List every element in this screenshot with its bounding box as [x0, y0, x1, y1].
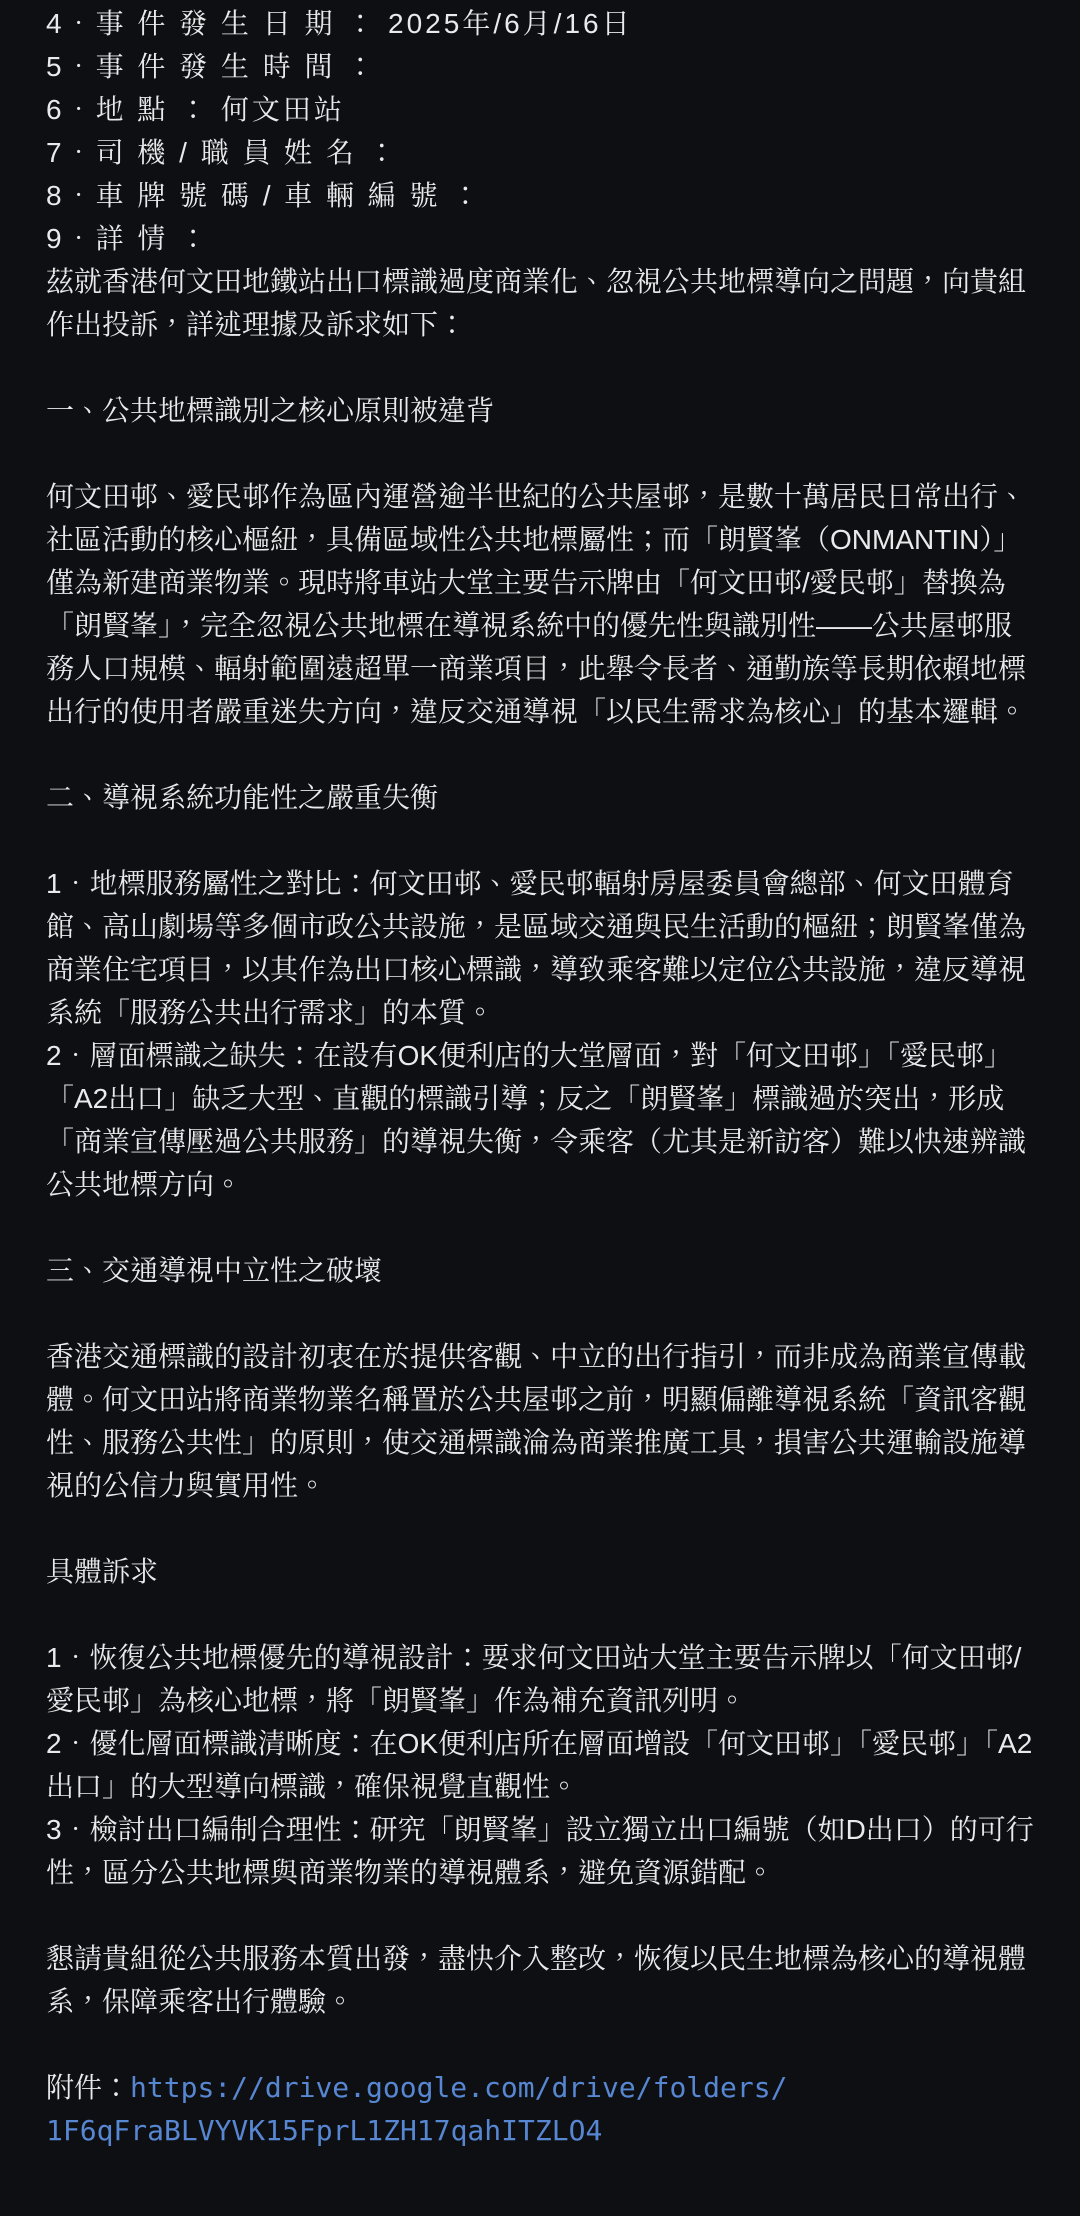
section-2-heading: 二、導視系統功能性之嚴重失衡	[46, 782, 439, 813]
form-field-incident-time: 5．事 件 發 生 時 間 ：	[46, 51, 378, 82]
demand-item-3: 3．檢討出口編制合理性：研究「朗賢峯」設立獨立出口編號（如D出口）的可行性，區分公共地標與商業物業的導視體系，避免資源錯配。	[46, 1814, 1034, 1888]
section-3-heading: 三、交通導視中立性之破壞	[46, 1255, 383, 1286]
demands-list	[46, 1636, 1034, 1894]
form-field-details-label: 9．詳 情 ：	[46, 223, 211, 254]
demands-heading: 具體訴求	[46, 1556, 159, 1587]
form-field-staff-name: 7．司 機 / 職 員 姓 名 ：	[46, 137, 399, 168]
demand-item-2: 2．優化層面標識清晰度：在OK便利店所在層面增設「何文田邨」「愛民邨」「A2出口」的大型導向標識，確保視覺直觀性。	[46, 1728, 1033, 1802]
section-3-paragraph: 香港交通標識的設計初衷在於提供客觀、中立的出行指引，而非成為商業宣傳載體。何文田站將商業物業名稱置於公共屋邨之前，明顯偏離導視系統「資訊客觀性、服務公共性」的原則，使交通標識淪為商業推廣工具，損害公共運輸設施導視的公信力與實用性。	[46, 1341, 1027, 1501]
closing-paragraph: 懇請貴組從公共服務本質出發，盡快介入整改，恢復以民生地標為核心的導視體系，保障乘客出行體驗。	[46, 1943, 1027, 2017]
section-1-heading: 一、公共地標識別之核心原則被違背	[46, 395, 495, 426]
attachment-url-line-1[interactable]: https://drive.google.com/drive/folders/	[130, 2071, 788, 2104]
demand-item-1: 1．恢復公共地標優先的導視設計：要求何文田站大堂主要告示牌以「何文田邨/愛民邨」為核心地標，將「朗賢峯」作為補充資訊列明。	[46, 1642, 1022, 1716]
attachment-link[interactable]	[46, 2071, 787, 2147]
form-field-vehicle-number: 8．車 牌 號 碼 / 車 輛 編 號 ：	[46, 180, 483, 211]
attachment-line	[46, 2066, 1034, 2152]
attachment-label: 附件：	[46, 2072, 131, 2103]
section-2-item-1: 1．地標服務屬性之對比：何文田邨、愛民邨輻射房屋委員會總部、何文田體育館、高山劇場等多個市政公共設施，是區域交通與民生活動的樞紐；朗賢峯僅為商業住宅項目，以其作為出口核心標識，導致乘客難以定位公共設施，違反導視系統「服務公共出行需求」的本質。	[46, 868, 1027, 1028]
section-2-item-2: 2．層面標識之缺失：在設有OK便利店的大堂層面，對「何文田邨」「愛民邨」「A2出口」缺乏大型、直觀的標識引導；反之「朗賢峯」標識過於突出，形成「商業宣傳壓過公共服務」的導視失衡，令乘客（尤其是新訪客）難以快速辨識公共地標方向。	[46, 1040, 1027, 1200]
section-1-paragraph: 何文田邨、愛民邨作為區內運營逾半世紀的公共屋邨，是數十萬居民日常出行、社區活動的核心樞紐，具備區域性公共地標屬性；而「朗賢峯（ONMANTIN）」僅為新建商業物業。現時將車站大堂主要告示牌由「何文田邨/愛民邨」替換為「朗賢峯」，完全忽視公共地標在導視系統中的優先性與識別性——公共屋邨服務人口規模、輻射範圍遠超單一商業項目，此舉令長者、通勤族等長期依賴地標出行的使用者嚴重迷失方向，違反交通導視「以民生需求為核心」的基本邏輯。	[46, 481, 1027, 727]
section-2-list	[46, 862, 1034, 1206]
intro-paragraph: 茲就香港何文田地鐵站出口標識過度商業化、忽視公共地標導向之問題，向貴組作出投訴，詳述理據及訴求如下：	[46, 266, 1027, 340]
incident-form-fields	[46, 2, 1034, 260]
form-field-location: 6．地 點 ： 何文田站	[46, 94, 345, 125]
form-field-incident-date: 4．事 件 發 生 日 期 ： 2025年/6月/16日	[46, 8, 633, 39]
attachment-url-line-2[interactable]: 1F6qFraBLVYVK15FprL1ZH17qahITZLO4	[46, 2114, 603, 2147]
